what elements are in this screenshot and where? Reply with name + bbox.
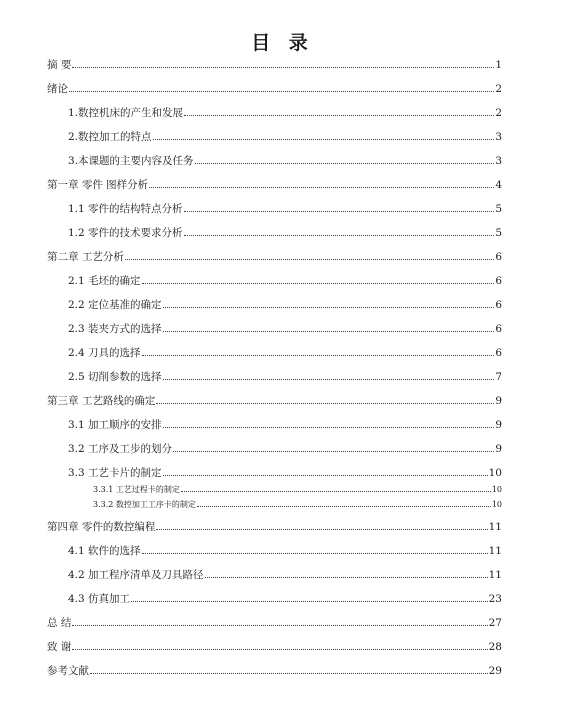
toc-entry-label: 4.1 软件的选择 — [68, 545, 141, 557]
toc-entry-label: 总 结 — [47, 617, 72, 629]
toc-entry-label: 4.2 加工程序清单及刀具路径 — [68, 569, 204, 581]
toc-entry-page-number: 6 — [495, 299, 502, 311]
toc-entry-page-number: 6 — [495, 275, 502, 287]
toc-entry[interactable] — [68, 226, 502, 240]
toc-entry-label: 第四章 零件的数控编程 — [47, 521, 156, 533]
toc-entry[interactable] — [68, 274, 502, 288]
toc-entry[interactable] — [93, 484, 502, 495]
toc-entry-page-number: 7 — [495, 371, 502, 383]
toc-entry-page-number: 10 — [491, 500, 502, 509]
toc-entry-label: 3.1 加工顺序的安排 — [68, 419, 162, 431]
toc-entry-label: 3.3.2 数控加工工序卡的制定 — [93, 500, 196, 509]
toc-entry-page-number: 28 — [488, 641, 502, 653]
toc-entry-page-number: 2 — [495, 107, 502, 119]
dot-leader — [142, 346, 495, 356]
toc-entry-label: 2.2 定位基准的确定 — [68, 299, 162, 311]
toc-entry-label: 3.3.1 工艺过程卡的制定 — [93, 485, 180, 494]
dot-leader — [163, 322, 495, 332]
toc-entry[interactable] — [68, 592, 502, 606]
dot-leader — [156, 520, 487, 530]
toc-entry-label: 2.数控加工的特点 — [68, 131, 152, 143]
toc-entry-label: 1.1 零件的结构特点分析 — [68, 203, 183, 215]
toc-entry-page-number: 9 — [495, 443, 502, 455]
dot-leader — [181, 484, 491, 492]
dot-leader — [184, 202, 495, 212]
toc-entry-label: 3.本课题的主要内容及任务 — [68, 155, 194, 167]
toc-entry-label: 3.2 工序及工步的划分 — [68, 443, 173, 455]
toc-entry-label: 2.3 装夹方式的选择 — [68, 323, 162, 335]
dot-leader — [72, 640, 487, 650]
toc-entry-page-number: 10 — [488, 467, 502, 479]
dot-leader — [131, 592, 488, 602]
dot-leader — [149, 178, 494, 188]
toc-entry[interactable] — [47, 640, 502, 654]
toc-entry[interactable] — [68, 154, 502, 168]
toc-entry[interactable] — [47, 616, 502, 630]
toc-entry[interactable] — [68, 106, 502, 120]
toc-entry-label: 3.3 工艺卡片的制定 — [68, 467, 162, 479]
toc-entry-label: 第一章 零件 图样分析 — [47, 179, 149, 191]
dot-leader — [184, 106, 494, 116]
toc-entry-label: 参考文献 — [47, 665, 89, 677]
toc-entry-page-number: 5 — [495, 203, 502, 215]
toc-entry-label: 1.2 零件的技术要求分析 — [68, 227, 183, 239]
dot-leader — [153, 130, 495, 140]
dot-leader — [163, 370, 495, 380]
dot-leader — [205, 568, 488, 578]
toc-entry[interactable] — [47, 664, 502, 678]
dot-leader — [184, 226, 495, 236]
toc-entry[interactable] — [68, 202, 502, 216]
toc-entry[interactable] — [68, 130, 502, 144]
toc-entry-page-number: 1 — [495, 59, 502, 71]
toc-entry-label: 2.4 刀具的选择 — [68, 347, 141, 359]
dot-leader — [173, 442, 494, 452]
toc-entry-page-number: 5 — [495, 227, 502, 239]
dot-leader — [142, 544, 488, 554]
toc-entry-page-number: 11 — [488, 521, 502, 533]
toc-entry-page-number: 6 — [495, 347, 502, 359]
toc-entry-page-number: 2 — [495, 83, 502, 95]
dot-leader — [197, 499, 491, 507]
toc-entry-page-number: 11 — [488, 545, 502, 557]
toc-entry-page-number: 29 — [488, 665, 502, 677]
toc-entry[interactable] — [68, 466, 502, 480]
dot-leader — [69, 82, 494, 92]
dot-leader — [72, 616, 487, 626]
toc-entry[interactable] — [68, 418, 502, 432]
toc-entry-page-number: 11 — [488, 569, 502, 581]
toc-entry-label: 2.5 切削参数的选择 — [68, 371, 162, 383]
toc-entry-label: 第二章 工艺分析 — [47, 251, 124, 263]
toc-entry[interactable] — [47, 82, 502, 96]
toc-entry-page-number: 9 — [495, 419, 502, 431]
toc-entry[interactable] — [68, 568, 502, 582]
dot-leader — [195, 154, 495, 164]
toc-entry-page-number: 3 — [495, 131, 502, 143]
toc-entry[interactable] — [68, 544, 502, 558]
toc-entry[interactable] — [47, 58, 502, 72]
toc-entry-label: 绪论 — [47, 83, 68, 95]
toc-entry-label: 2.1 毛坯的确定 — [68, 275, 141, 287]
dot-leader — [72, 58, 494, 68]
toc-entry[interactable] — [47, 520, 502, 534]
toc-entry[interactable] — [68, 346, 502, 360]
toc-entry-page-number: 9 — [495, 395, 502, 407]
toc-entry-label: 致 谢 — [47, 641, 72, 653]
page-title: 目 录 — [251, 32, 314, 54]
toc-entry-page-number: 4 — [495, 179, 502, 191]
dot-leader — [90, 664, 488, 674]
toc-entry-page-number: 6 — [495, 251, 502, 263]
toc-entry-label: 1.数控机床的产生和发展 — [68, 107, 184, 119]
dot-leader — [163, 418, 495, 428]
toc-entry-page-number: 6 — [495, 323, 502, 335]
toc-entry-page-number: 23 — [488, 593, 502, 605]
toc-entry-page-number: 10 — [491, 485, 502, 494]
toc-entry-label: 4.3 仿真加工 — [68, 593, 131, 605]
dot-leader — [163, 298, 495, 308]
toc-entry[interactable] — [47, 178, 502, 192]
toc-entry[interactable] — [47, 250, 502, 264]
toc-entry-label: 第三章 工艺路线的确定 — [47, 395, 156, 407]
toc-entry[interactable] — [47, 394, 502, 408]
dot-leader — [156, 394, 494, 404]
dot-leader — [125, 250, 494, 260]
toc-entry[interactable] — [68, 322, 502, 336]
toc-entry[interactable] — [68, 370, 502, 384]
toc-entry[interactable] — [93, 499, 502, 510]
toc-entry-page-number: 3 — [495, 155, 502, 167]
toc-entry[interactable] — [68, 298, 502, 312]
dot-leader — [163, 466, 488, 476]
dot-leader — [142, 274, 495, 284]
toc-entry[interactable] — [68, 442, 502, 456]
toc-entry-label: 摘 要 — [47, 59, 72, 71]
toc-entry-page-number: 27 — [488, 617, 502, 629]
